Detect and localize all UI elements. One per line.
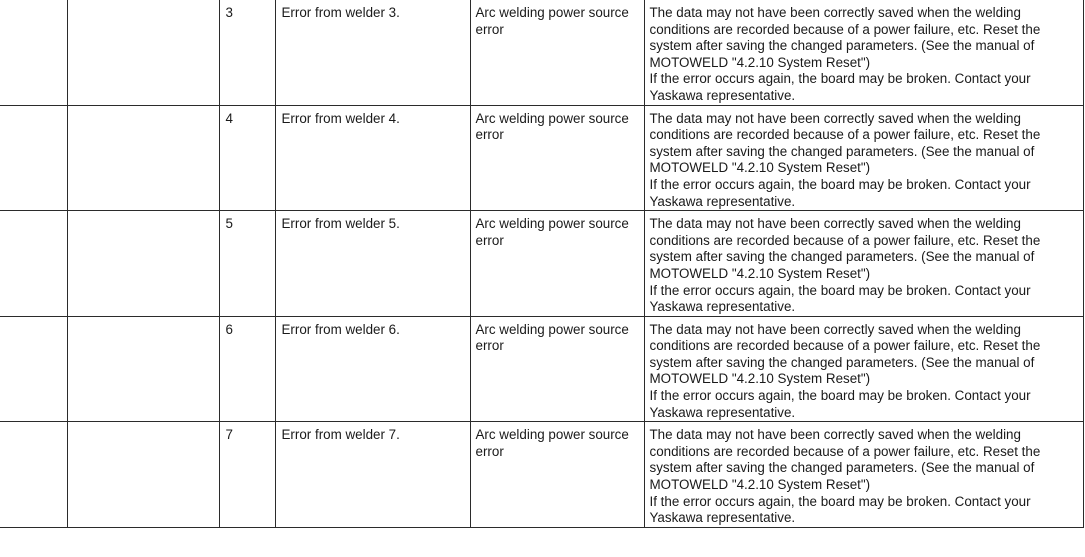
remedy-text: The data may not have been correctly saved when the welding conditions are recorded because of a power failure, etc. Reset the system after saving the changed parameters. (See the manual of MOTOWELD "4.2.10 System Reset"): [649, 110, 1041, 176]
empty-cell: [0, 105, 67, 211]
cause-cell: Arc welding power source error: [470, 211, 644, 317]
message-cell: Error from welder 4.: [275, 105, 470, 211]
empty-cell: [67, 422, 219, 528]
message-cell: Error from welder 6.: [275, 316, 470, 422]
message-cell: Error from welder 3.: [275, 0, 470, 105]
table-row: [0, 316, 1083, 422]
remedy-text: The data may not have been correctly saved when the welding conditions are recorded because of a power failure, etc. Reset the system after saving the changed parameters. (See the manual of MOTOWELD "4.2.10 System Reset"): [649, 427, 1041, 493]
message-cell: Error from welder 5.: [275, 211, 470, 317]
cause-cell: Arc welding power source error: [470, 105, 644, 211]
remedy-text: The data may not have been correctly saved when the welding conditions are recorded because of a power failure, etc. Reset the system after saving the changed parameters. (See the manual of MOTOWELD "4.2.10 System Reset"): [649, 5, 1041, 70]
sub-code-cell: 7: [219, 422, 275, 528]
cause-cell: Arc welding power source error: [470, 422, 644, 528]
empty-cell: [67, 316, 219, 422]
empty-cell: [67, 105, 219, 211]
sub-code-cell: 6: [219, 316, 275, 422]
empty-cell: [67, 211, 219, 317]
remedy-cell: [644, 422, 1083, 528]
empty-cell: [0, 422, 67, 528]
empty-cell: [67, 0, 219, 105]
table-row: [0, 0, 1083, 105]
empty-cell: [0, 316, 67, 422]
remedy-text: The data may not have been correctly saved when the welding conditions are recorded because of a power failure, etc. Reset the system after saving the changed parameters. (See the manual of MOTOWELD "4.2.10 System Reset"): [649, 321, 1041, 387]
remedy-cell: [644, 105, 1083, 211]
remedy-text: If the error occurs again, the board may be broken. Contact your Yaskawa representative.: [649, 493, 1031, 526]
sub-code-cell: 5: [219, 211, 275, 317]
remedy-text: If the error occurs again, the board may be broken. Contact your Yaskawa representative.: [649, 388, 1031, 420]
remedy-text: The data may not have been correctly saved when the welding conditions are recorded because of a power failure, etc. Reset the system after saving the changed parameters. (See the manual of MOTOWELD "4.2.10 System Reset"): [649, 216, 1041, 281]
cause-cell: Arc welding power source error: [470, 316, 644, 422]
sub-code-cell: 3: [219, 0, 275, 105]
message-cell: Error from welder 7.: [275, 422, 470, 528]
remedy-text: If the error occurs again, the board may be broken. Contact your Yaskawa representative.: [649, 282, 1031, 315]
empty-cell: [0, 211, 67, 317]
remedy-text: If the error occurs again, the board may be broken. Contact your Yaskawa representative.: [649, 176, 1031, 209]
remedy-cell: [644, 211, 1083, 317]
remedy-cell: [644, 316, 1083, 422]
table-row: [0, 211, 1083, 317]
remedy-cell: [644, 0, 1083, 105]
table-row: [0, 422, 1083, 528]
table-row: [0, 105, 1083, 211]
sub-code-cell: 4: [219, 105, 275, 211]
remedy-text: If the error occurs again, the board may be broken. Contact your Yaskawa representative.: [649, 71, 1031, 103]
cause-cell: Arc welding power source error: [470, 0, 644, 105]
empty-cell: [0, 0, 67, 105]
